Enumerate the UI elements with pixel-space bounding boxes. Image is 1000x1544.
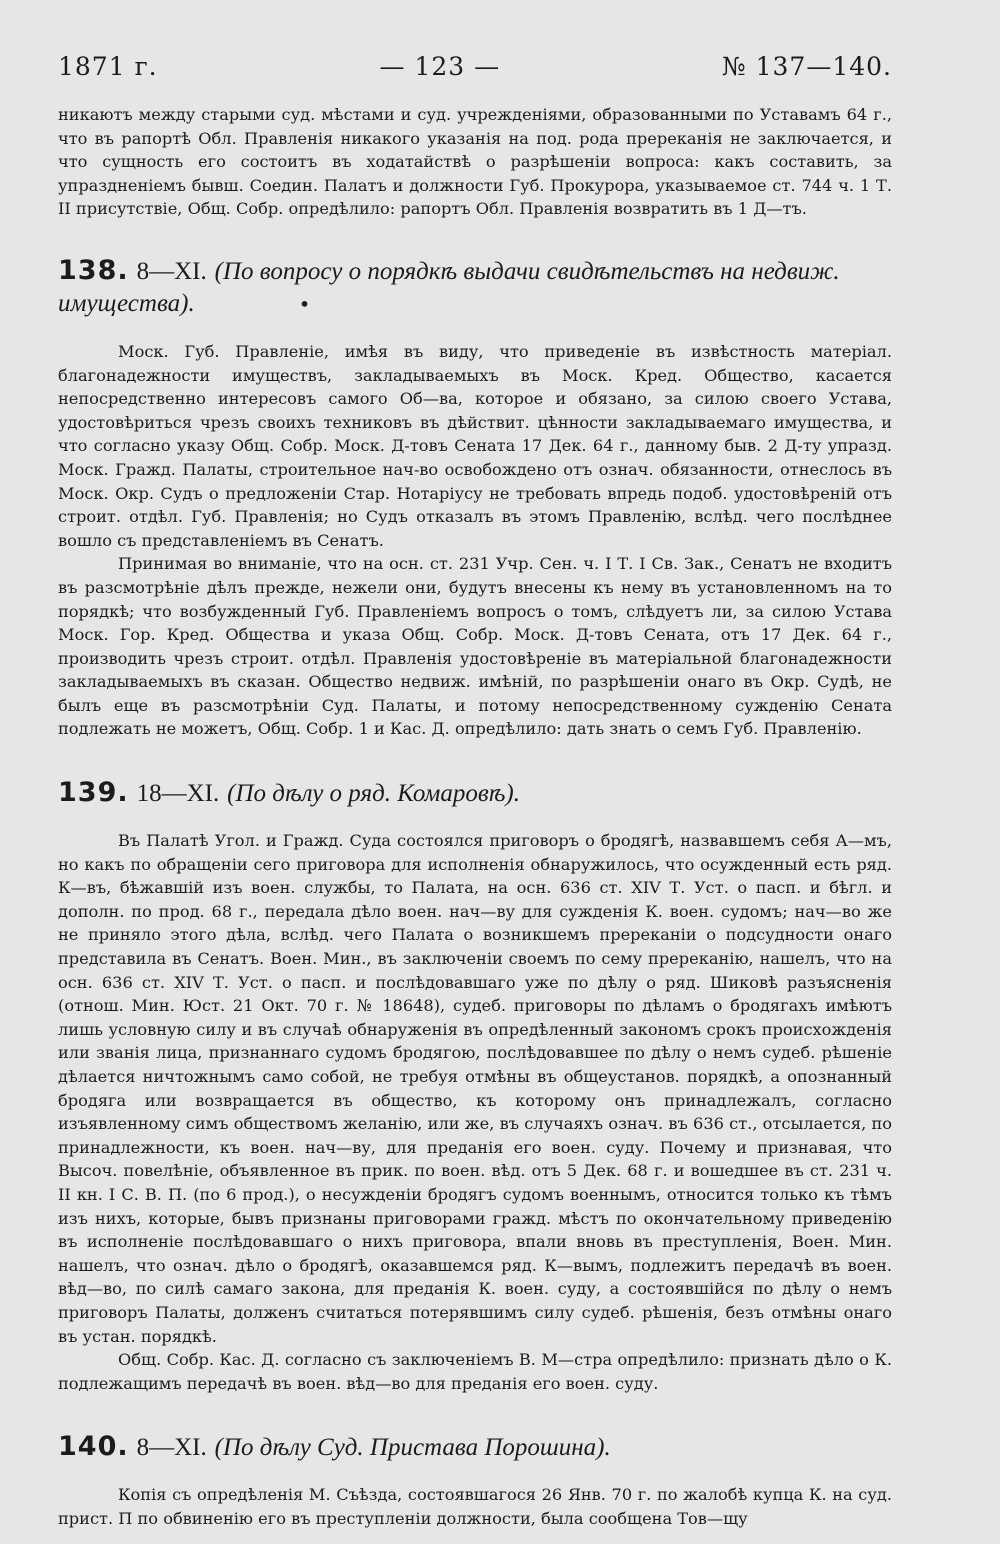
entry-date: 8—XI. <box>136 257 207 285</box>
entry-subject: (По дѣлу Суд. Пристава Порошина). <box>214 1434 611 1462</box>
paragraph: Копія съ опредѣленія М. Съѣзда, состоявшагося 26 Янв. 70 г. по жалобѣ купца К. на суд. прист. П по обвиненію его въ преступленіи должности, была сообщена Тов—щу <box>58 1485 892 1528</box>
header-entry-numbers: № 137—140. <box>722 52 892 81</box>
header-page-number: — 123 — <box>379 52 501 81</box>
page-header <box>58 52 892 81</box>
entry-heading <box>58 1431 892 1463</box>
entry-body <box>58 340 892 741</box>
entry-subject: (По вопросу о порядкѣ выдачи свидѣтельствъ на недвиж. имущества). <box>58 257 840 317</box>
entry-subject: (По дѣлу о ряд. Комаровѣ). <box>227 780 520 808</box>
paragraph: Общ. Собр. Кас. Д. согласно съ заключеніемъ В. М—стра опредѣлило: признать дѣло о К. подлежащимъ передачѣ въ воен. вѣд—во для преданія его воен. суду. <box>58 1350 892 1393</box>
entry-139 <box>58 777 892 1395</box>
entry-138 <box>58 255 892 741</box>
header-year: 1871 г. <box>58 52 158 81</box>
entry-heading <box>58 255 892 320</box>
paragraph: Принимая во вниманіе, что на осн. ст. 231 Учр. Сен. ч. I Т. I Св. Зак., Сенатъ не входитъ въ разсмотрѣніе дѣлъ прежде, нежели они, будутъ внесены къ нему въ установленномъ на то порядкѣ; что возбужденный Губ. Правленіемъ вопросъ о томъ, слѣдуетъ ли, за силою Устава Моск. Гор. Кред. Общества и указа Общ. Собр. Моск. Д-товъ Сената, отъ 17 Дек. 64 г., производить чрезъ строит. отдѣл. Правленія удостовѣреніе въ матеріальной благонадежности закладываемыхъ въ сказан. Общество недвиж. имѣній, по разрѣшеніи онаго въ Окр. Судѣ, не былъ еще въ разсмотрѣніи Суд. Палаты, и потому непосредственному сужденію Сената подлежать не можетъ, Общ. Собр. 1 и Кас. Д. опредѣлило: дать знать о семъ Губ. Правленію. <box>58 554 892 739</box>
paragraph: Моск. Губ. Правленіе, имѣя въ виду, что приведеніе въ извѣстность матеріал. благонадежности имуществъ, закладываемыхъ въ Моск. Кред. Общество, касается непосредственно интересовъ самого Об—ва, которое и обязано, за силою своего Устава, удостовѣриться чрезъ своихъ техниковъ въ дѣйствит. цѣнности закладываемаго имущества, и что согласно указу Общ. Собр. Моск. Д-товъ Сената 17 Дек. 64 г., данному быв. 2 Д-ту упразд. Моск. Гражд. Палаты, строительное нач-во освобождено отъ означ. обязанности, отнеслось въ Моск. Окр. Судъ о предложеніи Стар. Нотаріусу не требовать впредь подоб. удостовѣреній отъ строит. отдѣл. Губ. Правленія; но Судъ отказалъ въ этомъ Правленію, вслѣд. чего послѣднее вошло съ представленіемъ въ Сенатъ. <box>58 341 892 550</box>
paragraph: Въ Палатѣ Угол. и Гражд. Суда состоялся приговоръ о бродягѣ, назвавшемъ себя А—мъ, но какъ по обращеніи сего приговора для исполненія обнаружилось, что осужденный есть ряд. К—въ, бѣжавшій изъ воен. службы, то Палата, на осн. 636 ст. XIV Т. Уст. о пасп. и бѣгл. и дополн. по прод. 68 г., передала дѣло воен. нач—ву для сужденія К. воен. судомъ; нач—во же не приняло этого дѣла, вслѣд. чего Палата о возникшемъ пререканіи о подсудности онаго представила въ Сенатъ. Воен. Мин., въ заключеніи своемъ по сему пререканію, нашелъ, что на осн. 636 ст. XIV Т. Уст. о пасп. и послѣдовавшаго уже по дѣлу о ряд. Шиковѣ разъясненія (отнош. Мин. Юст. 21 Окт. 70 г. № 18648), судеб. приговоры по дѣламъ о бродягахъ имѣютъ лишь условную силу и въ случаѣ обнаруженія въ опредѣленный закономъ срокъ происхожденія или званія лица, признаннаго судомъ бродягою, послѣдовавшее по дѣлу о немъ судеб. рѣшеніе дѣлается ничтожнымъ само собой, не требуя отмѣны въ общеустанов. порядкѣ, а опознанный бродяга или возвращается въ общество, къ которому онъ принадлежалъ, согласно изъявленному симъ обществомъ желанію, или же, въ случаяхъ означ. въ 636 ст., отсылается, по принадлежности, къ воен. нач—ву, для преданія его воен. суду. Почему и признавая, что Высоч. повелѣніе, объявленное въ прик. по воен. вѣд. отъ 5 Дек. 68 г. и вошедшее въ ст. 231 ч. II кн. I С. В. П. (по 6 прод.), о несужденіи бродягъ судомъ военнымъ, относится только къ тѣмъ изъ нихъ, которые, бывъ признаны приговорами гражд. мѣстъ по окончательному приведенію въ исполненіе послѣдовавшаго о нихъ приговора, впали вновь въ преступленія, Воен. Мин. нашелъ, что означ. дѣло о бродягѣ, оказавшемся ряд. К—вымъ, подлежитъ передачѣ въ воен. вѣд—во, по силѣ самаго закона, для преданія К. воен. суду, а состоявшійся по дѣлу о немъ приговоръ Палаты, долженъ считаться потерявшимъ силу судеб. рѣшенія, безъ отмѣны онаго въ устан. порядкѣ. <box>58 831 892 1346</box>
entry-number: 140. <box>58 1431 129 1463</box>
entry-date: 18—XI. <box>136 780 220 808</box>
entry-number: 139. <box>58 777 129 809</box>
bullet-mark: • <box>298 291 311 316</box>
intro-text: никаютъ между старыми суд. мѣстами и суд. учрежденіями, образованными по Уставамъ 64 г., что въ рапортѣ Обл. Правленія никакого указанія на под. рода пререканія не заключается, и что сущность его состоитъ въ ходатайствѣ о разрѣшеніи вопроса: какъ составить, за упраздненіемъ бывш. Соедин. Палатъ и должности Губ. Прокурора, указываемое ст. 744 ч. 1 Т. II присутствіе, Общ. Собр. опредѣлило: рапортъ Обл. Правленія возвратить въ 1 Д—тъ. <box>58 105 892 219</box>
entry-140 <box>58 1431 892 1530</box>
entry-body <box>58 829 892 1395</box>
entry-date: 8—XI. <box>136 1434 207 1462</box>
entry-heading <box>58 777 892 809</box>
entry-body <box>58 1483 892 1530</box>
intro-paragraph <box>58 103 892 221</box>
entry-number: 138. <box>58 254 129 286</box>
